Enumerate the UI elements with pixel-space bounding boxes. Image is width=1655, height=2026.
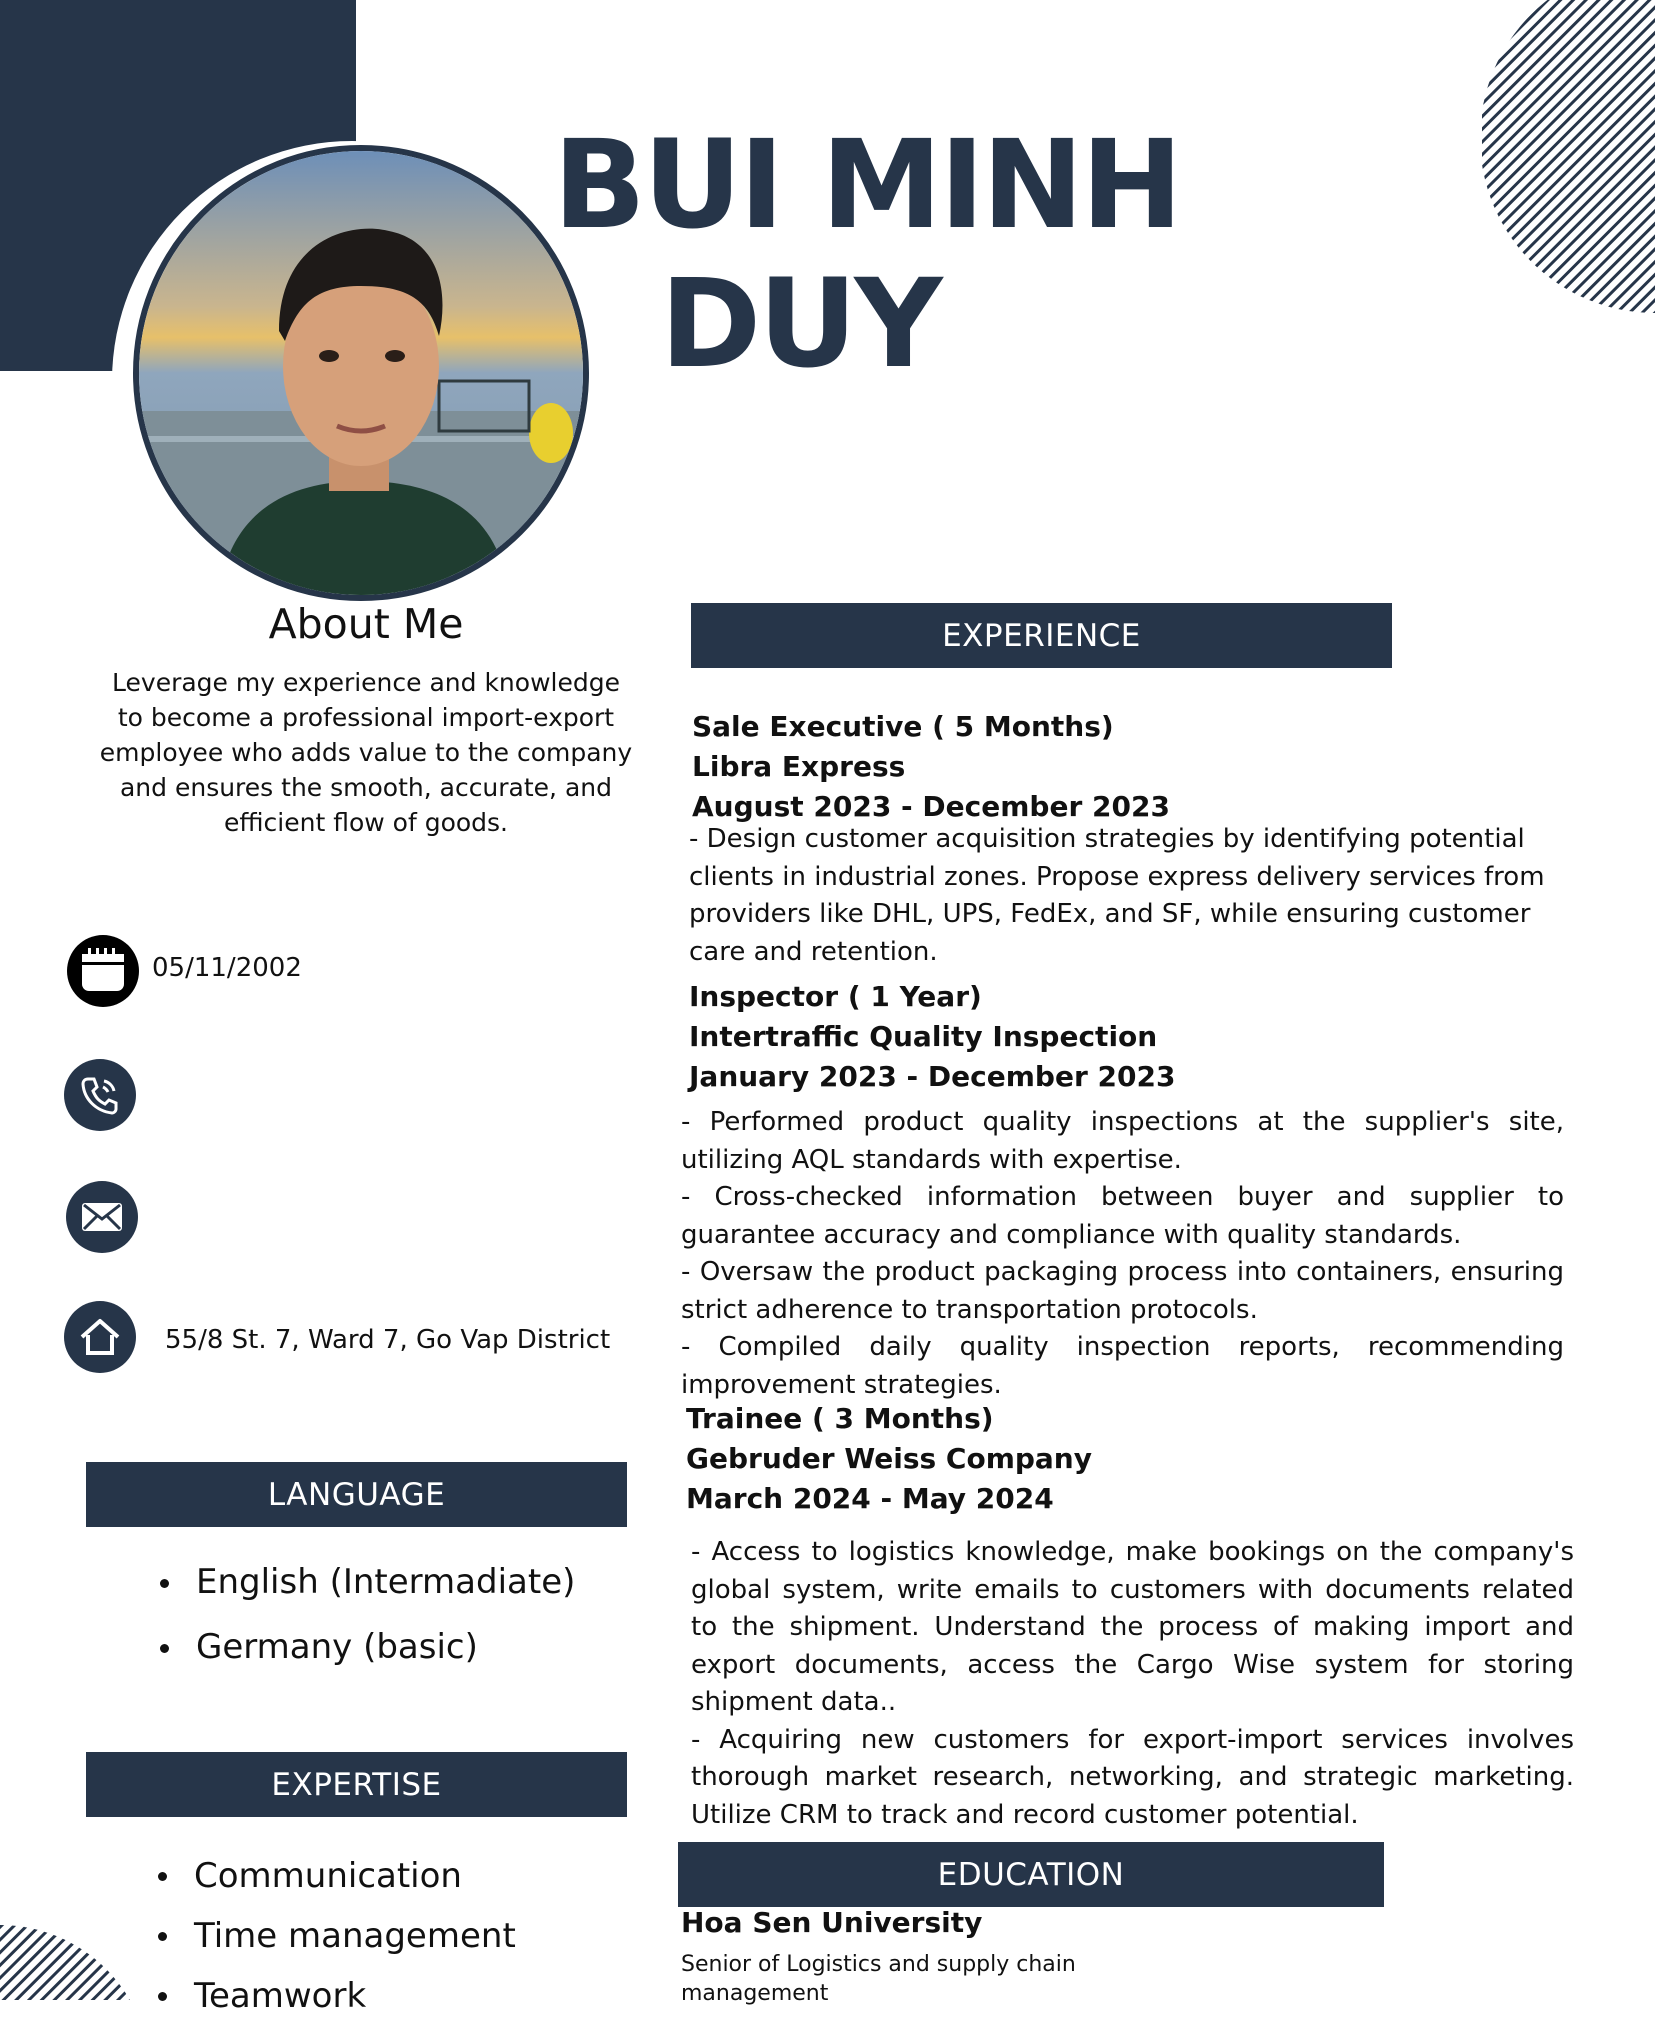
education-major: Senior of Logistics and supply chain management bbox=[681, 1952, 1076, 2006]
job-3-period: March 2024 - May 2024 bbox=[686, 1482, 1054, 1515]
job-3-desc-item: - Access to logistics knowledge, make bookings on the company's global system, write emails to customers with documents related to the shipment. Understand the process of making import and export documents, access the Cargo Wise system for storing shipment data.. bbox=[691, 1537, 1574, 1717]
hatched-circle-decoration bbox=[1482, 0, 1655, 318]
job-2-desc-item: - Compiled daily quality inspection reports, recommending improvement strategies. bbox=[681, 1332, 1564, 1400]
job-2-role: Inspector ( 1 Year) bbox=[689, 980, 982, 1013]
education-header: EDUCATION bbox=[678, 1842, 1384, 1907]
job-2-period: January 2023 - December 2023 bbox=[689, 1060, 1176, 1093]
experience-header: EXPERIENCE bbox=[691, 603, 1392, 668]
job-3-description bbox=[691, 1534, 1574, 1834]
name-line-2: DUY bbox=[660, 253, 940, 395]
birthdate-text: 05/11/2002 bbox=[152, 953, 302, 983]
job-1-period: August 2023 - December 2023 bbox=[692, 790, 1170, 823]
profile-photo-illustration bbox=[139, 151, 583, 595]
job-1-header bbox=[692, 707, 1170, 827]
job-3-desc-item: - Acquiring new customers for export-import services involves thorough market research, networking, and strategic marketing. Utilize CRM to track and record customer potential. bbox=[691, 1724, 1574, 1830]
job-2-desc-item: - Performed product quality inspections at the supplier's site, utilizing AQL standards with expertise. bbox=[681, 1107, 1564, 1175]
hatched-circle-decoration-bottom bbox=[0, 1925, 140, 2000]
job-1-description bbox=[689, 821, 1569, 971]
job-3-company: Gebruder Weiss Company bbox=[686, 1442, 1092, 1475]
name-line-1: BUI MINH bbox=[553, 114, 1180, 256]
envelope-icon bbox=[66, 1181, 138, 1253]
language-header: LANGUAGE bbox=[86, 1462, 627, 1527]
profile-photo bbox=[133, 145, 589, 601]
job-1-role: Sale Executive ( 5 Months) bbox=[692, 710, 1114, 743]
phone-icon bbox=[64, 1059, 136, 1131]
education-school: Hoa Sen University bbox=[681, 1906, 983, 1939]
job-3-header bbox=[686, 1399, 1092, 1519]
job-1-company: Libra Express bbox=[692, 750, 906, 783]
language-list bbox=[148, 1550, 575, 1680]
home-icon bbox=[64, 1301, 136, 1373]
expertise-item: Time management bbox=[194, 1906, 516, 1966]
expertise-header: EXPERTISE bbox=[86, 1752, 627, 1817]
job-2-header bbox=[689, 977, 1175, 1097]
language-item: Germany (basic) bbox=[196, 1615, 575, 1680]
expertise-list bbox=[146, 1846, 516, 2026]
address-text: 55/8 St. 7, Ward 7, Go Vap District bbox=[165, 1325, 611, 1355]
job-1-desc-item: - Design customer acquisition strategies by identifying potential clients in industrial zones. Propose express delivery services from providers like DHL, UPS, FedEx, and SF, while ensuring customer care and retention. bbox=[689, 824, 1545, 967]
job-2-desc-item: - Cross-checked information between buyer and supplier to guarantee accuracy and compliance with quality standards. bbox=[681, 1182, 1564, 1250]
about-text: Leverage my experience and knowledge to become a professional import-export employee who adds value to the company and ensures the smooth, accurate, and efficient flow of goods. bbox=[99, 668, 633, 837]
expertise-item: Communication bbox=[194, 1846, 516, 1906]
job-2-description bbox=[681, 1104, 1564, 1404]
about-title: About Me bbox=[268, 600, 464, 648]
job-3-role: Trainee ( 3 Months) bbox=[686, 1402, 994, 1435]
job-2-company: Intertraffic Quality Inspection bbox=[689, 1020, 1158, 1053]
language-item: English (Intermadiate) bbox=[196, 1550, 575, 1615]
calendar-icon bbox=[67, 935, 139, 1007]
expertise-item: Teamwork bbox=[194, 1966, 516, 2026]
job-2-desc-item: - Oversaw the product packaging process into containers, ensuring strict adherence to transportation protocols. bbox=[681, 1257, 1564, 1325]
